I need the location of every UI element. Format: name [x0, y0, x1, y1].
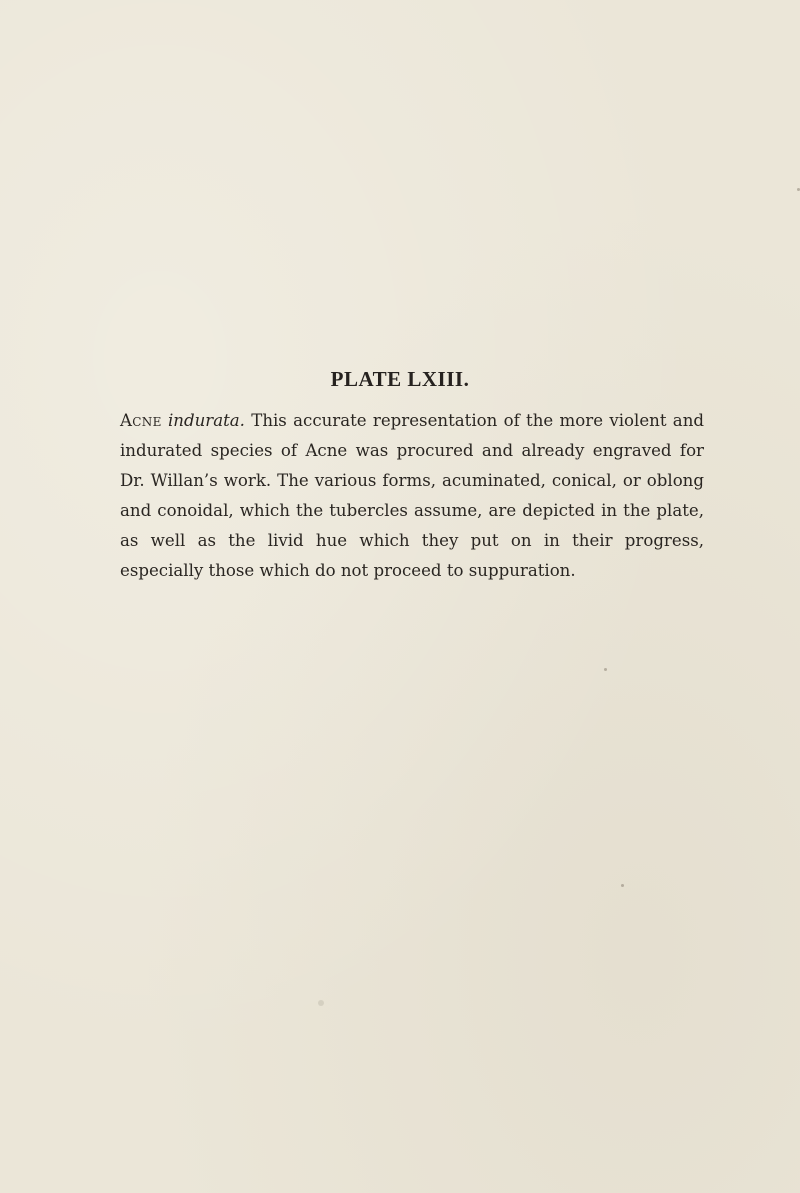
lead-word: Acne: [120, 411, 162, 430]
lead-italic: indurata.: [167, 411, 245, 430]
description-paragraph: [120, 406, 704, 586]
paper-speck: [621, 884, 624, 887]
paper-speck: [318, 1000, 324, 1006]
plate-title: PLATE LXIII.: [330, 367, 470, 391]
paper-speck: [604, 668, 607, 671]
paragraph-text: This accurate representation of the more violent and indurated species of Acne was procured and already engraved for Dr. Willan’s work. The various forms, acuminated, conical, or oblong and conoidal, which the tubercles assume, are depicted in the plate, as well as the livid hue which they put on in their progress, especially those which do not proceed to suppuration.: [120, 411, 705, 580]
